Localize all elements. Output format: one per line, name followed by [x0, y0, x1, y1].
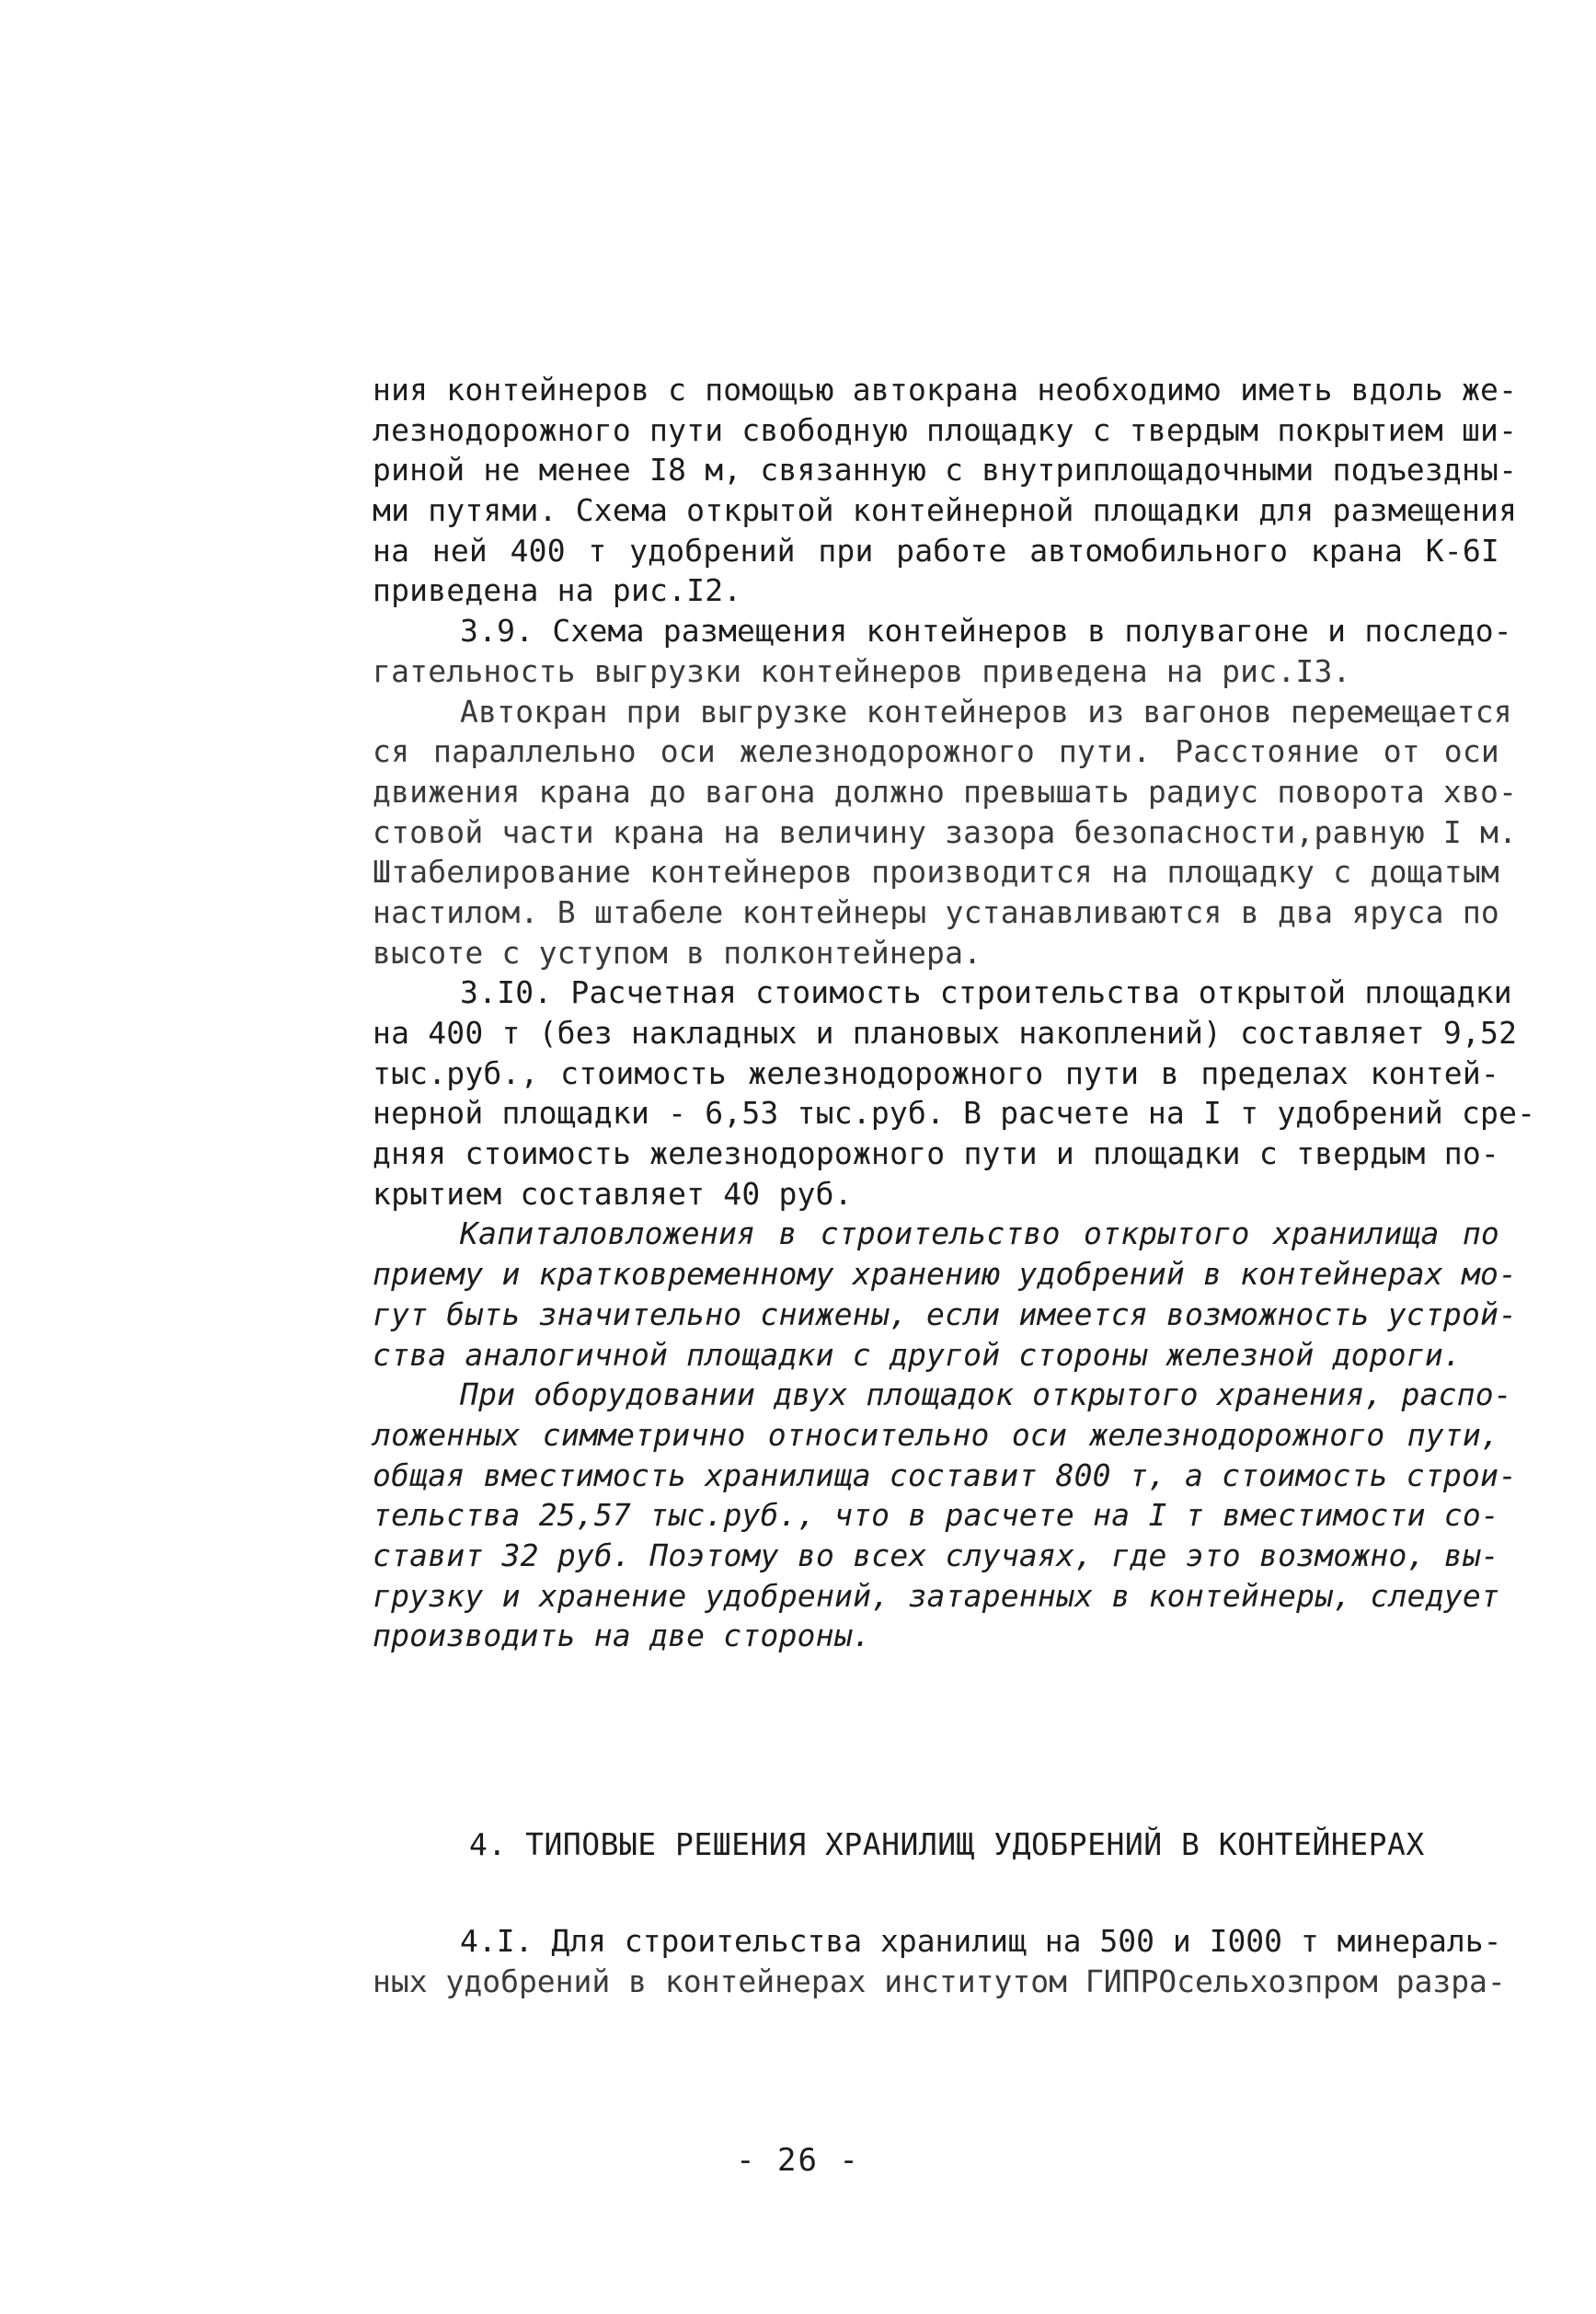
text-line: При оборудовании двух площадок открытого хранения, распо-: [460, 1376, 1512, 1413]
text-line: стовой части крана на величину зазора безопасности,равную I м.: [373, 813, 1518, 850]
text-line: ства аналогичной площадки с другой стороны железной дороги.: [373, 1336, 1462, 1373]
text-line: гательность выгрузки контейнеров приведена на рис.I3.: [373, 652, 1351, 689]
section-heading: 4. ТИПОВЫЕ РЕШЕНИЯ ХРАНИЛИЩ УДОБРЕНИЙ В КОНТЕЙНЕРАХ: [469, 1826, 1425, 1862]
text-line: 3.9. Схема размещения контейнеров в полувагоне и последо-: [460, 613, 1512, 650]
text-line: ся параллельно оси железнодорожного пути. Расстояние от оси: [373, 733, 1499, 770]
text-line: на 400 т (без накладных и плановых накоплений) составляет 9,52: [373, 1015, 1518, 1051]
text-line: лезнодорожного пути свободную площадку с твердым покрытием ши-: [373, 411, 1518, 448]
text-line: Капиталовложения в строительство открытого хранилища по: [460, 1215, 1499, 1252]
text-line: дняя стоимость железнодорожного пути и площадки с твердым по-: [373, 1135, 1499, 1172]
text-line: на ней 400 т удобрений при работе автомобильного крана К-6I: [373, 532, 1499, 569]
text-line: нерной площадки - 6,53 тыс.руб. В расчете на I т удобрений сре-: [373, 1095, 1536, 1132]
text-line: ставит 32 руб. Поэтому во всех случаях, где это возможно, вы-: [373, 1537, 1499, 1573]
text-line: ми путями. Схема открытой контейнерной площадки для размещения: [373, 492, 1518, 529]
page-number: - 26 -: [736, 2142, 860, 2179]
text-line: приведена на рис.I2.: [373, 572, 742, 609]
text-line: ложенных симметрично относительно оси железнодорожного пути,: [373, 1416, 1499, 1453]
text-line: движения крана до вагона должно превышать радиус поворота хво-: [373, 773, 1518, 810]
text-line: крытием составляет 40 руб.: [373, 1175, 853, 1212]
text-line: высоте с уступом в полконтейнера.: [373, 934, 982, 971]
section-text: [373, 1921, 1506, 2001]
text-line: 3.I0. Расчетная стоимость строительства открытой площадки: [460, 974, 1512, 1011]
text-line: общая вместимость хранилища составит 800 т, а стоимость строи-: [373, 1456, 1518, 1493]
text-line: производить на две стороны.: [373, 1617, 871, 1654]
text-line: гут быть значительно снижены, если имеется возможность устрой-: [373, 1295, 1518, 1332]
body-text: [373, 370, 1536, 1656]
text-line: 4.I. Для строительства хранилищ на 500 и I000 т минераль-: [460, 1923, 1502, 1959]
text-line: ния контейнеров с помощью автокрана необходимо иметь вдоль же-: [373, 372, 1518, 408]
text-line: грузку и хранение удобрений, затаренных в контейнеры, следует: [373, 1577, 1499, 1614]
text-line: риной не менее I8 м, связанную с внутриплощадочными подъездны-: [373, 452, 1518, 489]
text-line: тельства 25,57 тыс.руб., что в расчете на I т вместимости со-: [373, 1497, 1499, 1534]
text-line: Штабелирование контейнеров производится на площадку с дощатым: [373, 854, 1499, 891]
text-line: ных удобрений в контейнерах институтом ГИПРОсельхозпром разра-: [373, 1963, 1506, 1999]
text-line: настилом. В штабеле контейнеры устанавливаются в два яруса по: [373, 893, 1499, 930]
text-line: тыс.руб., стоимость железнодорожного пути в пределах контей-: [373, 1054, 1499, 1091]
text-line: приему и кратковременному хранению удобрений в контейнерах мо-: [373, 1256, 1518, 1293]
text-line: Автокран при выгрузке контейнеров из вагонов перемещается: [460, 693, 1512, 730]
